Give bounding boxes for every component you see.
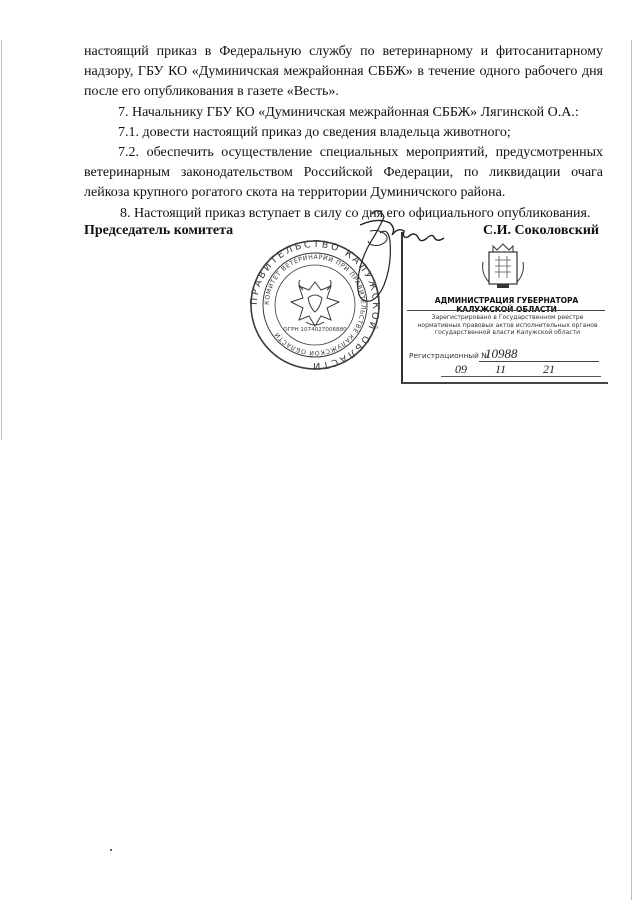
paragraph-8: 8. Настоящий приказ вступает в силу со дня его официального опубликования.: [120, 205, 591, 221]
seal-center-text: ОГРН 1074027006880: [283, 327, 347, 333]
signatory-name: С.И. Соколовский: [483, 223, 599, 238]
stamp-date-day: 09: [455, 362, 467, 376]
seal-inner-text: КОМИТЕТ ВЕТЕРИНАРИИ ПРИ ПРАВИТЕЛЬСТВЕ КАЛУЖСКОЙ ОБЛАСТИ: [263, 253, 367, 357]
right-scan-edge: [631, 40, 632, 900]
seal-outer-text: ПРАВИТЕЛЬСТВО КАЛУЖСКОЙ ОБЛАСТИ: [248, 238, 382, 372]
stamp-date-month: 11: [495, 362, 507, 376]
stamp-registration-label: Регистрационный №: [409, 351, 489, 360]
paragraph-6-line-2: надзору, ГБУ КО «Думиничская межрайонная СББЖ» в течение одного рабочего дня: [84, 64, 603, 80]
stamp-note: Зарегистрировано в Государственном реестре нормативных правовых актов исполнительных органов государственной власти Калужской области: [417, 314, 598, 337]
left-scan-edge: [1, 40, 2, 440]
stamp-registration-number: 10988: [485, 346, 518, 361]
paragraph-7: 7. Начальнику ГБУ КО «Думиничская межрайонная СББЖ» Лягинской О.А.:: [118, 104, 579, 120]
paragraph-7-2: 7.2. обеспечить осуществление специальных мероприятий, предусмотренных ветеринарным законодательством Российской Федерации, по ликвидации очага лейкоза крупного рогатого скота на территории Думиничского района.: [84, 145, 603, 201]
stamp-divider: [407, 310, 605, 311]
paragraph-6-line-3: после его опубликования в газете «Весть».: [84, 84, 339, 100]
paragraph-7-1: 7.1. довести настоящий приказ до сведения владельца животного;: [118, 124, 511, 140]
scan-speck: [110, 849, 112, 851]
kaluga-coat-of-arms-icon: [481, 242, 525, 290]
registration-stamp: [401, 232, 608, 384]
stamp-date-year: 21: [543, 362, 555, 376]
paragraph-6-line-1: настоящий приказ в Федеральную службу по ветеринарному и фитосанитарному: [84, 44, 603, 59]
signatory-position: Председатель комитета: [84, 223, 234, 238]
stamp-authority: АДМИНИСТРАЦИЯ ГУБЕРНАТОРА: [434, 296, 579, 305]
